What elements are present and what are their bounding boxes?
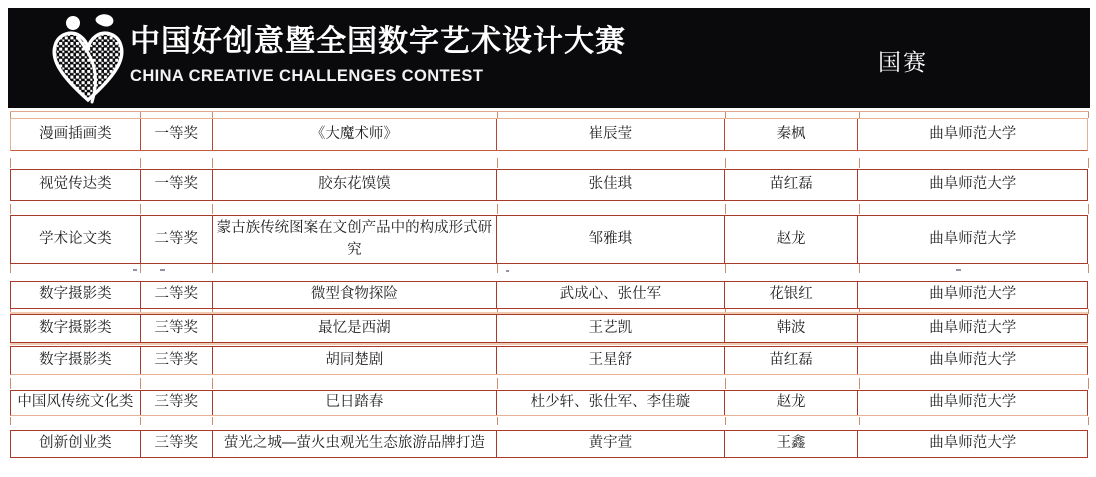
award-row: [10, 169, 1088, 201]
cell-work-title: 巳日踏春: [213, 391, 497, 415]
contest-logo-icon: [46, 14, 130, 106]
cell-university: 曲阜师范大学: [929, 176, 1017, 193]
cell-authors: 崔辰莹: [497, 119, 725, 150]
cell-advisor: 苗红磊: [725, 170, 859, 200]
cell-work-title: 蒙古族传统图案在文创产品中的构成形式研究: [213, 216, 497, 263]
cell-category: 学术论文类: [11, 216, 141, 263]
cell-advisor: 王鑫: [725, 431, 859, 457]
cell-university: 曲阜师范大学: [929, 319, 1017, 336]
clipped-text-mark: [506, 270, 509, 272]
cell-award: 一等奖: [141, 119, 213, 150]
cell-authors: 杜少轩、张仕军、李佳璇: [497, 391, 725, 415]
cell-category: 中国风传统文化类: [11, 391, 141, 415]
cell-award: 三等奖: [141, 347, 213, 374]
stage-label: 国赛: [878, 50, 928, 75]
cell-work-title: 胡同楚剧: [213, 347, 497, 374]
cell-authors: 黄宇萱: [497, 431, 725, 457]
cell-university: 曲阜师范大学: [929, 286, 1017, 303]
cell-authors: 邹雅琪: [497, 216, 725, 263]
contest-title-en: CHINA CREATIVE CHALLENGES CONTEST: [130, 66, 484, 85]
cell-advisor: 赵龙: [725, 391, 859, 415]
cell-advisor: 苗红磊: [725, 347, 859, 374]
award-row: [10, 346, 1088, 375]
cell-category: 数字摄影类: [11, 347, 141, 374]
cell-award: 三等奖: [141, 391, 213, 415]
cell-university: 曲阜师范大学: [929, 435, 1017, 452]
cell-authors: 王艺凯: [497, 315, 725, 342]
clipped-row-line: [10, 111, 1089, 112]
cell-advisor: 秦枫: [725, 119, 859, 150]
contest-banner: [8, 8, 1090, 108]
cell-award: 二等奖: [141, 216, 213, 263]
cell-advisor: 韩波: [725, 315, 859, 342]
cell-category: 数字摄影类: [11, 282, 141, 308]
clipped-text-mark: [160, 269, 165, 271]
cell-authors: 王星舒: [497, 347, 725, 374]
cell-work-title: 《大魔术师》: [213, 119, 497, 150]
cell-award: 三等奖: [141, 315, 213, 342]
cell-university: 曲阜师范大学: [929, 351, 1017, 368]
cell-work-title: 最忆是西湖: [213, 315, 497, 342]
award-row: [10, 281, 1088, 309]
cell-award: 二等奖: [141, 282, 213, 308]
cell-university: 曲阜师范大学: [929, 125, 1017, 142]
award-row: [10, 390, 1088, 416]
cell-authors: 张佳琪: [497, 170, 725, 200]
award-row: [10, 215, 1088, 264]
cell-category: 创新创业类: [11, 431, 141, 457]
cell-advisor: 花银红: [725, 282, 859, 308]
award-row: [10, 118, 1088, 151]
banner-titles: [130, 22, 626, 86]
contest-title-cn: 中国好创意暨全国数字艺术设计大赛: [130, 25, 626, 58]
cell-category: 漫画插画类: [11, 119, 141, 150]
cell-authors: 武成心、张仕军: [497, 282, 725, 308]
cell-work-title: 萤光之城—萤火虫观光生态旅游品牌打造: [213, 431, 497, 457]
award-row: [10, 314, 1088, 343]
cell-award: 一等奖: [141, 170, 213, 200]
award-row: [10, 430, 1088, 458]
clipped-text-mark: [133, 269, 137, 271]
cell-work-title: 微型食物探险: [213, 282, 497, 308]
cell-award: 三等奖: [141, 431, 213, 457]
cell-advisor: 赵龙: [725, 216, 859, 263]
cell-work-title: 胶东花馍馍: [213, 170, 497, 200]
cell-university: 曲阜师范大学: [929, 230, 1017, 247]
clipped-text-mark: [956, 269, 961, 271]
cell-category: 数字摄影类: [11, 315, 141, 342]
cell-university: 曲阜师范大学: [929, 394, 1017, 411]
cell-category: 视觉传达类: [11, 170, 141, 200]
